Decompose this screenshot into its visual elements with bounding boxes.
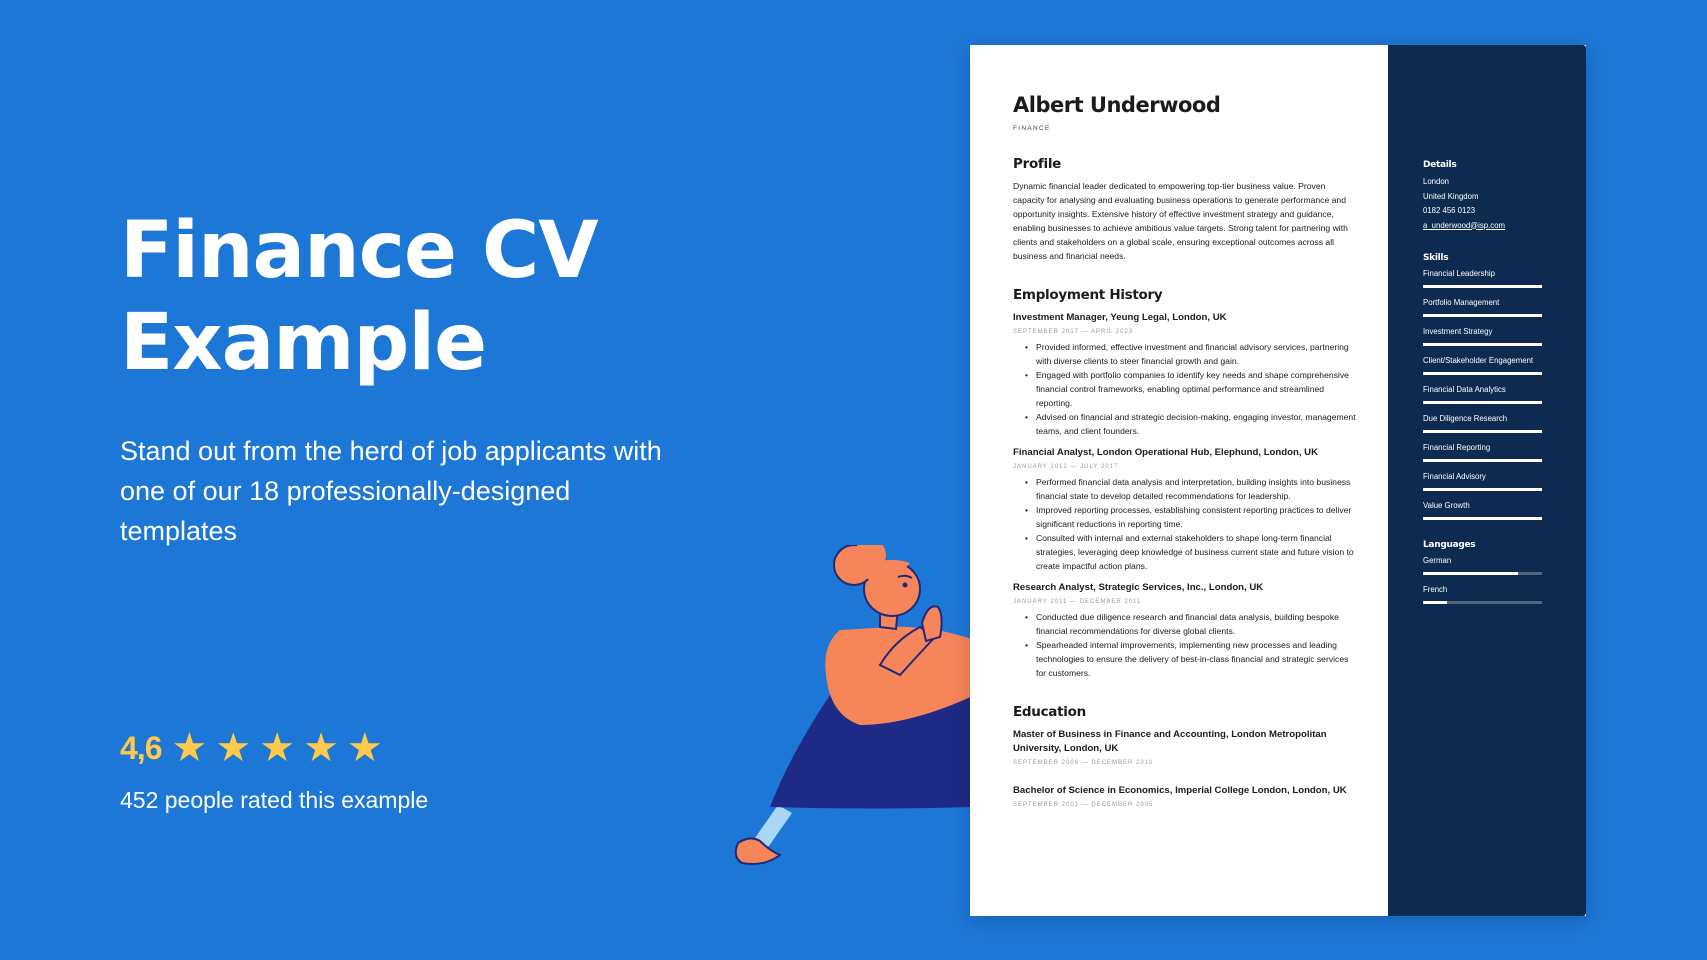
- languages-section: [1423, 540, 1542, 604]
- language-item: [1423, 584, 1542, 604]
- job-bullets: [1013, 475, 1356, 573]
- education-heading: Education: [1013, 704, 1086, 720]
- star-icon: ★: [171, 726, 208, 770]
- job-bullet: • Conducted due diligence research and financial data analysis, building bespoke financial recommendations for diverse global clients.: [1025, 610, 1356, 638]
- education-entry: [1013, 784, 1356, 808]
- job-bullet: • Provided informed, effective investment and financial advisory services, partnering with diverse clients to steer financial growth and gain.: [1025, 340, 1356, 368]
- skill-label: Portfolio Management: [1423, 298, 1500, 307]
- star-icon: ★: [215, 726, 252, 770]
- skill-bar: [1423, 314, 1542, 317]
- language-label: German: [1423, 556, 1452, 565]
- language-bar-fill: [1423, 601, 1447, 604]
- language-bar: [1423, 601, 1542, 604]
- skill-item: [1423, 384, 1542, 404]
- skill-item: [1423, 326, 1542, 346]
- job-bullet: • Performed financial data analysis and interpretation, building insights into business financial state to develop detailed recommendations for leadership.: [1025, 475, 1356, 503]
- hero-subtitle: Stand out from the herd of job applicants with one of our 18 professionally-designed templates: [120, 436, 662, 546]
- cv-document: [970, 45, 1586, 916]
- job-bullets: [1013, 610, 1356, 680]
- rating-caption: 452 people rated this example: [120, 787, 429, 813]
- title-line-2: Example: [120, 298, 486, 388]
- cv-role: FINANCE: [1013, 125, 1051, 132]
- job-dates: JANUARY 2011 — DECEMBER 2011: [1013, 599, 1142, 605]
- star-icon: ★: [259, 726, 296, 770]
- education-title: Bachelor of Science in Economics, Imperial College London, London, UK: [1013, 785, 1347, 796]
- skill-item: [1423, 355, 1542, 375]
- language-bar: [1423, 572, 1542, 575]
- skill-bar: [1423, 488, 1542, 491]
- job-bullet: • Advised on financial and strategic decision-making, engaging investor, management teams, and client founders.: [1025, 410, 1356, 438]
- skill-label: Financial Leadership: [1423, 269, 1495, 278]
- skill-item: [1423, 500, 1542, 520]
- skill-label: Financial Advisory: [1423, 472, 1486, 481]
- skill-bar: [1423, 430, 1542, 433]
- skill-label: Due Diligence Research: [1423, 414, 1508, 423]
- star-icon: ★: [303, 726, 339, 770]
- job-dates: JANUARY 2012 — JULY 2017: [1013, 464, 1119, 470]
- job-entry: [1013, 446, 1356, 573]
- skill-label: Investment Strategy: [1423, 327, 1493, 336]
- profile-heading: Profile: [1013, 156, 1062, 172]
- job-entry: [1013, 581, 1356, 680]
- skill-item: [1423, 413, 1542, 433]
- rating: [120, 728, 391, 768]
- skill-item: [1423, 268, 1542, 288]
- cv-name: Albert Underwood: [1013, 93, 1221, 117]
- woman-illustration: [730, 545, 990, 875]
- rating-value: 4,6: [120, 729, 162, 766]
- skill-bar: [1423, 459, 1542, 462]
- skill-bar: [1423, 285, 1542, 288]
- details-email-link[interactable]: a_underwood@isp.com: [1423, 220, 1506, 230]
- details-heading: Details: [1423, 160, 1457, 170]
- skill-label: Value Growth: [1423, 501, 1470, 510]
- skill-bar: [1423, 401, 1542, 404]
- job-bullet: • Consulted with internal and external stakeholders to shape long-term financial strategies, leveraging deep knowledge of business current state and future vision to create impactful action plans.: [1025, 531, 1356, 573]
- skill-label: Financial Data Analytics: [1423, 385, 1506, 394]
- skill-item: [1423, 297, 1542, 317]
- languages-heading: Languages: [1423, 540, 1476, 550]
- skill-item: [1423, 471, 1542, 491]
- skill-bar: [1423, 372, 1542, 375]
- skill-bar: [1423, 343, 1542, 346]
- cv-sidebar: [1388, 45, 1586, 916]
- details-country: United Kingdom: [1423, 191, 1479, 201]
- job-bullet: • Improved reporting processes, establishing consistent reporting practices to deliver significant reductions in reporting time.: [1025, 503, 1356, 531]
- education-entry: [1013, 728, 1356, 766]
- skills-section: [1423, 253, 1542, 520]
- skill-label: Client/Stakeholder Engagement: [1423, 356, 1534, 365]
- job-title: Investment Manager, Yeung Legal, London, UK: [1013, 312, 1227, 323]
- skill-bar: [1423, 517, 1542, 520]
- skill-item: [1423, 442, 1542, 462]
- details-city: London: [1423, 177, 1450, 186]
- language-item: [1423, 555, 1542, 575]
- page-title: [120, 205, 680, 389]
- skills-heading: Skills: [1423, 253, 1449, 263]
- star-icon: ★: [346, 726, 383, 770]
- title-line-1: Finance CV: [120, 206, 598, 296]
- language-bar-fill: [1423, 572, 1518, 575]
- details-section: [1423, 160, 1542, 233]
- job-bullets: [1013, 340, 1356, 438]
- job-title: Financial Analyst, London Operational Hub, Elephund, London, UK: [1013, 447, 1319, 458]
- job-title: Research Analyst, Strategic Services, Inc., London, UK: [1013, 582, 1264, 593]
- job-bullet: • Engaged with portfolio companies to identify key needs and shape comprehensive financial control frameworks, enabling optimal performance and streamlined reporting.: [1025, 368, 1356, 410]
- education-dates: SEPTEMBER 2006 — DECEMBER 2010: [1013, 760, 1154, 766]
- job-entry: [1013, 311, 1356, 438]
- hero: [120, 205, 680, 551]
- skill-label: Financial Reporting: [1423, 443, 1491, 452]
- details-phone: 0182 456 0123: [1423, 206, 1476, 215]
- employment-heading: Employment History: [1013, 287, 1163, 303]
- profile-text: Dynamic financial leader dedicated to empowering top-tier business value. Proven capacity for analysing and evaluating business operations to generate performance and opportunity insights. Extensive history of effective investment strategy and guidance, enabling businesses to achieve ambitious value targets. Strong talent for partnering with clients and stakeholders on a global scale, ensuring exceptional outcomes across all business and financial needs.: [1013, 181, 1348, 261]
- language-label: French: [1423, 585, 1448, 594]
- cv-main-column: [970, 45, 1388, 916]
- education-title: Master of Business in Finance and Accounting, London Metropolitan University, London, UK: [1013, 729, 1327, 754]
- job-dates: SEPTEMBER 2017 — APRIL 2023: [1013, 329, 1134, 335]
- education-dates: SEPTEMBER 2001 — DECEMBER 2005: [1013, 802, 1154, 808]
- job-bullet: • Spearheaded internal improvements, implementing new processes and leading technologies to ensure the delivery of best-in-class financial and strategic services for customers.: [1025, 638, 1356, 680]
